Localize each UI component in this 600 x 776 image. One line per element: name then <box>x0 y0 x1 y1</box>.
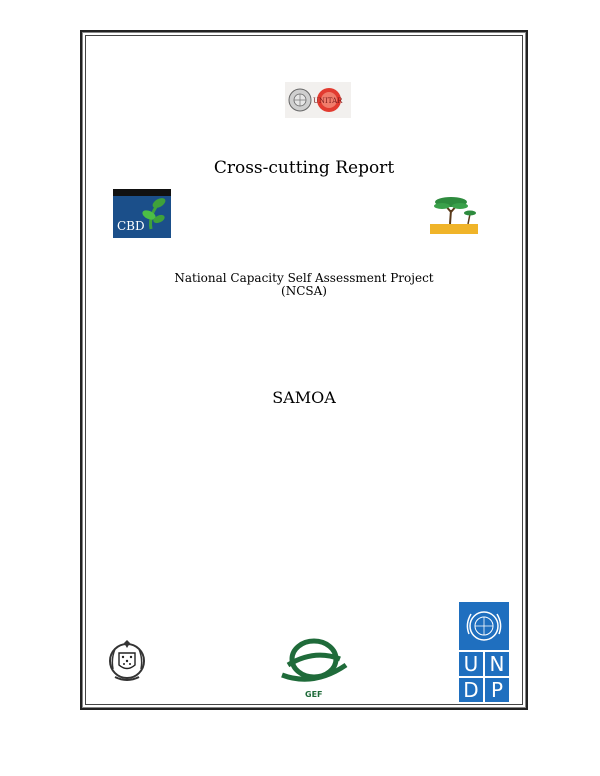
undp-letter-u: U <box>459 652 483 676</box>
unitar-logo-text: UNITAR <box>313 97 343 105</box>
project-line-2: (NCSA) <box>281 284 327 298</box>
undp-logo <box>459 602 509 702</box>
gef-logo <box>278 635 350 701</box>
acacia-tree-logo <box>428 190 480 236</box>
undp-letter-n: N <box>485 652 509 676</box>
document-title: Cross-cutting Report <box>213 158 395 178</box>
page-frame <box>80 30 528 710</box>
samoa-coat-of-arms-logo <box>107 639 147 683</box>
gef-logo-text: GEF <box>305 690 323 699</box>
country-name: SAMOA <box>272 388 336 407</box>
un-unitar-logo <box>285 82 351 118</box>
project-line-1: National Capacity Self Assessment Project <box>174 271 434 285</box>
undp-emblem-icon <box>459 602 509 650</box>
cbd-logo-text: CBD <box>117 219 145 233</box>
undp-letter-p: P <box>485 678 509 702</box>
cbd-logo <box>113 189 171 238</box>
undp-letter-d: D <box>459 678 483 702</box>
page-inner-frame <box>85 35 523 705</box>
project-subtitle <box>82 272 526 298</box>
